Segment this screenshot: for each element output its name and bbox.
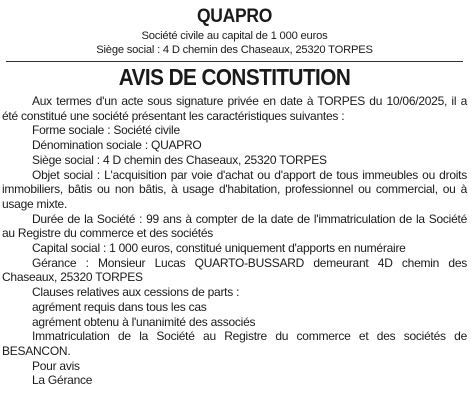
corporate-purpose-paragraph: Objet social : L'acquisition par voie d'achat ou d'apport de tous immeubles ou droits immobiliers, bâtis ou non bâtis, à usage d'habitation, professionnel ou commercial, ou à usage mixte. bbox=[2, 167, 467, 211]
approval-required-line: agrément requis dans tous les cas bbox=[32, 299, 207, 314]
for-notice-line: Pour avis bbox=[32, 358, 80, 373]
share-capital-line: Capital social : 1 000 euros, constitué uniquement d'apports en numéraire bbox=[32, 241, 406, 256]
notice-title: AVIS DE CONSTITUTION bbox=[118, 64, 351, 90]
address-line: Siège social : 4 D chemin des Chaseaux, 25320 TORPES bbox=[96, 43, 373, 56]
management-paragraph: Gérance : Monsieur Lucas QUARTO-BUSSARD demeurant 4D chemin des Chaseaux, 25320 TORPES bbox=[2, 255, 467, 285]
legal-form-line: Forme sociale : Société civile bbox=[32, 123, 180, 138]
signature-line: La Gérance bbox=[32, 373, 93, 388]
company-name: QUAPRO bbox=[196, 6, 273, 27]
company-name-line: Dénomination sociale : QUAPRO bbox=[32, 138, 202, 153]
share-transfer-clauses-line: Clauses relatives aux cessions de parts : bbox=[32, 285, 240, 300]
separator-rule bbox=[6, 61, 463, 62]
registration-paragraph: Immatriculation de la Société au Registre du commerce et des sociétés de BESANCON. bbox=[2, 329, 467, 358]
registered-office-line: Siège social : 4 D chemin des Chaseaux, 25320 TORPES bbox=[32, 152, 327, 167]
approval-unanimity-line: agrément obtenu à l'unanimité des associés bbox=[32, 314, 256, 329]
notice-body bbox=[2, 94, 467, 388]
intro-paragraph: Aux termes d'un acte sous signature privée en date à TORPES du 10/06/2025, il a été constitué une société présentant les caractéristiques suivantes : bbox=[2, 94, 467, 123]
capital-line: Société civile au capital de 1 000 euros bbox=[141, 30, 328, 42]
duration-paragraph: Durée de la Société : 99 ans à compter de la date de l'immatriculation de la Société au Registre du commerce et des sociétés bbox=[2, 211, 467, 241]
